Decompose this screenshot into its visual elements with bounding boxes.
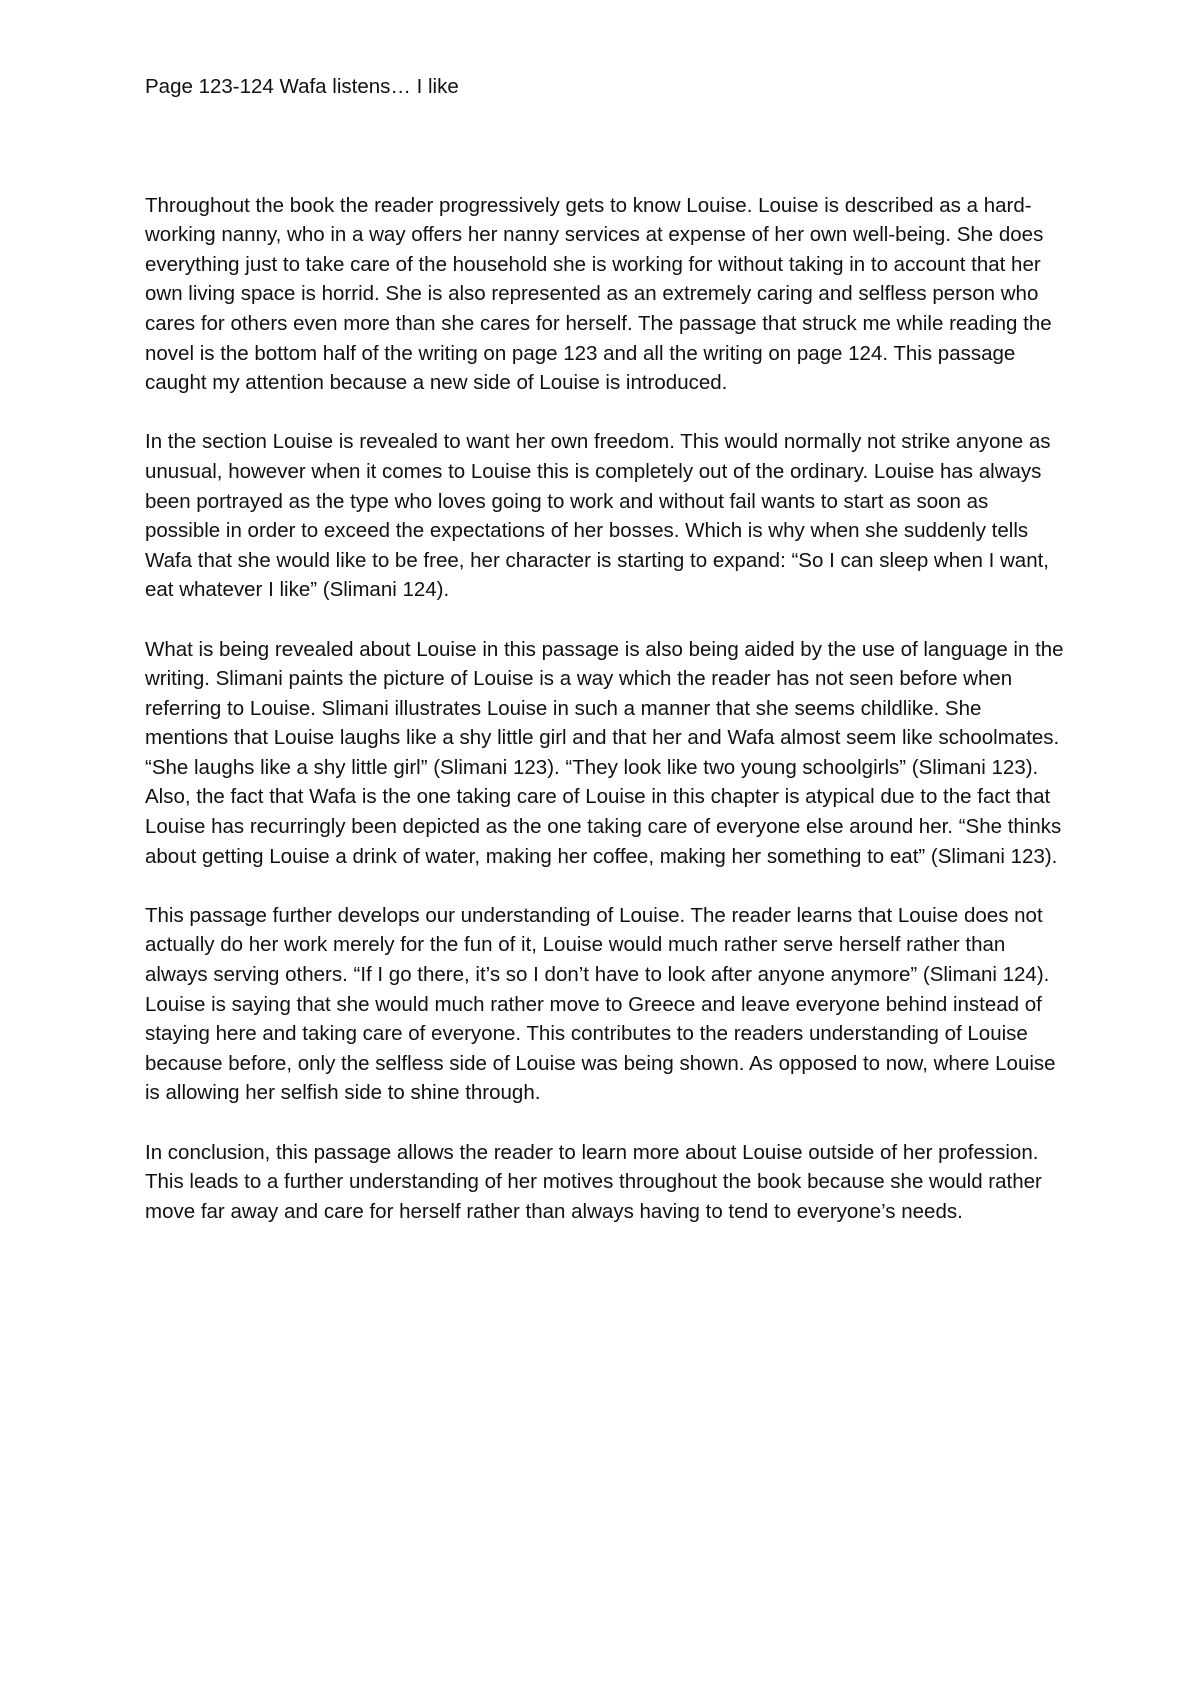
title-spacer: [145, 102, 1065, 191]
document-body: [145, 72, 1065, 1256]
paragraph-conclusion: In conclusion, this passage allows the reader to learn more about Louise outside of her profession. This leads to a further understanding of her motives throughout the book because she would rather move far away and care for herself rather than always having to tend to everyone’s needs.: [145, 1140, 1042, 1223]
paragraph-understanding: This passage further develops our understanding of Louise. The reader learns that Louise does not actually do her work merely for the fun of it, Louise would much rather serve herself rather than always serving others. “If I go there, it’s so I don’t have to look after anyone anymore” (Slimani 124). Louise is saying that she would much rather move to Greece and leave everyone behind instead of staying here and taking care of everyone. This contributes to the readers understanding of Louise because before, only the selfless side of Louise was being shown. As opposed to now, where Louise is allowing her selfish side to shine through.: [145, 903, 1056, 1105]
paragraph-freedom: In the section Louise is revealed to want her own freedom. This would normally not strike anyone as unusual, however when it comes to Louise this is completely out of the ordinary. Louise has always been portrayed as the type who loves going to work and without fail wants to start as soon as possible in order to exceed the expectations of her bosses. Which is why when she suddenly tells Wafa that she would like to be free, her character is starting to expand: “So I can sleep when I want, eat whatever I like” (Slimani 124).: [145, 430, 1051, 602]
paragraph-language: What is being revealed about Louise in this passage is also being aided by the use of language in the writing. Slimani paints the picture of Louise is a way which the reader has not seen before when referring to Louise. Slimani illustrates Louise in such a manner that she seems childlike. She mentions that Louise laughs like a shy little girl and that her and Wafa almost seem like schoolmates. “She laughs like a shy little girl” (Slimani 123). “They look like two young schoolgirls” (Slimani 123). Also, the fact that Wafa is the one taking care of Louise in this chapter is atypical due to the fact that Louise has recurringly been depicted as the one taking care of everyone else around her. “She thinks about getting Louise a drink of water, making her coffee, making her something to eat” (Slimani 123).: [145, 637, 1064, 868]
document-title: Page 123-124 Wafa listens… I like: [145, 75, 459, 98]
paragraph-introduction: Throughout the book the reader progressively gets to know Louise. Louise is described as a hard-working nanny, who in a way offers her nanny services at expense of her own well-being. She does everything just to take care of the household she is working for without taking in to account that her own living space is horrid. She is also represented as an extremely caring and selfless person who cares for others even more than she cares for herself. The passage that struck me while reading the novel is the bottom half of the writing on page 123 and all the writing on page 124. This passage caught my attention because a new side of Louise is introduced.: [145, 193, 1052, 395]
